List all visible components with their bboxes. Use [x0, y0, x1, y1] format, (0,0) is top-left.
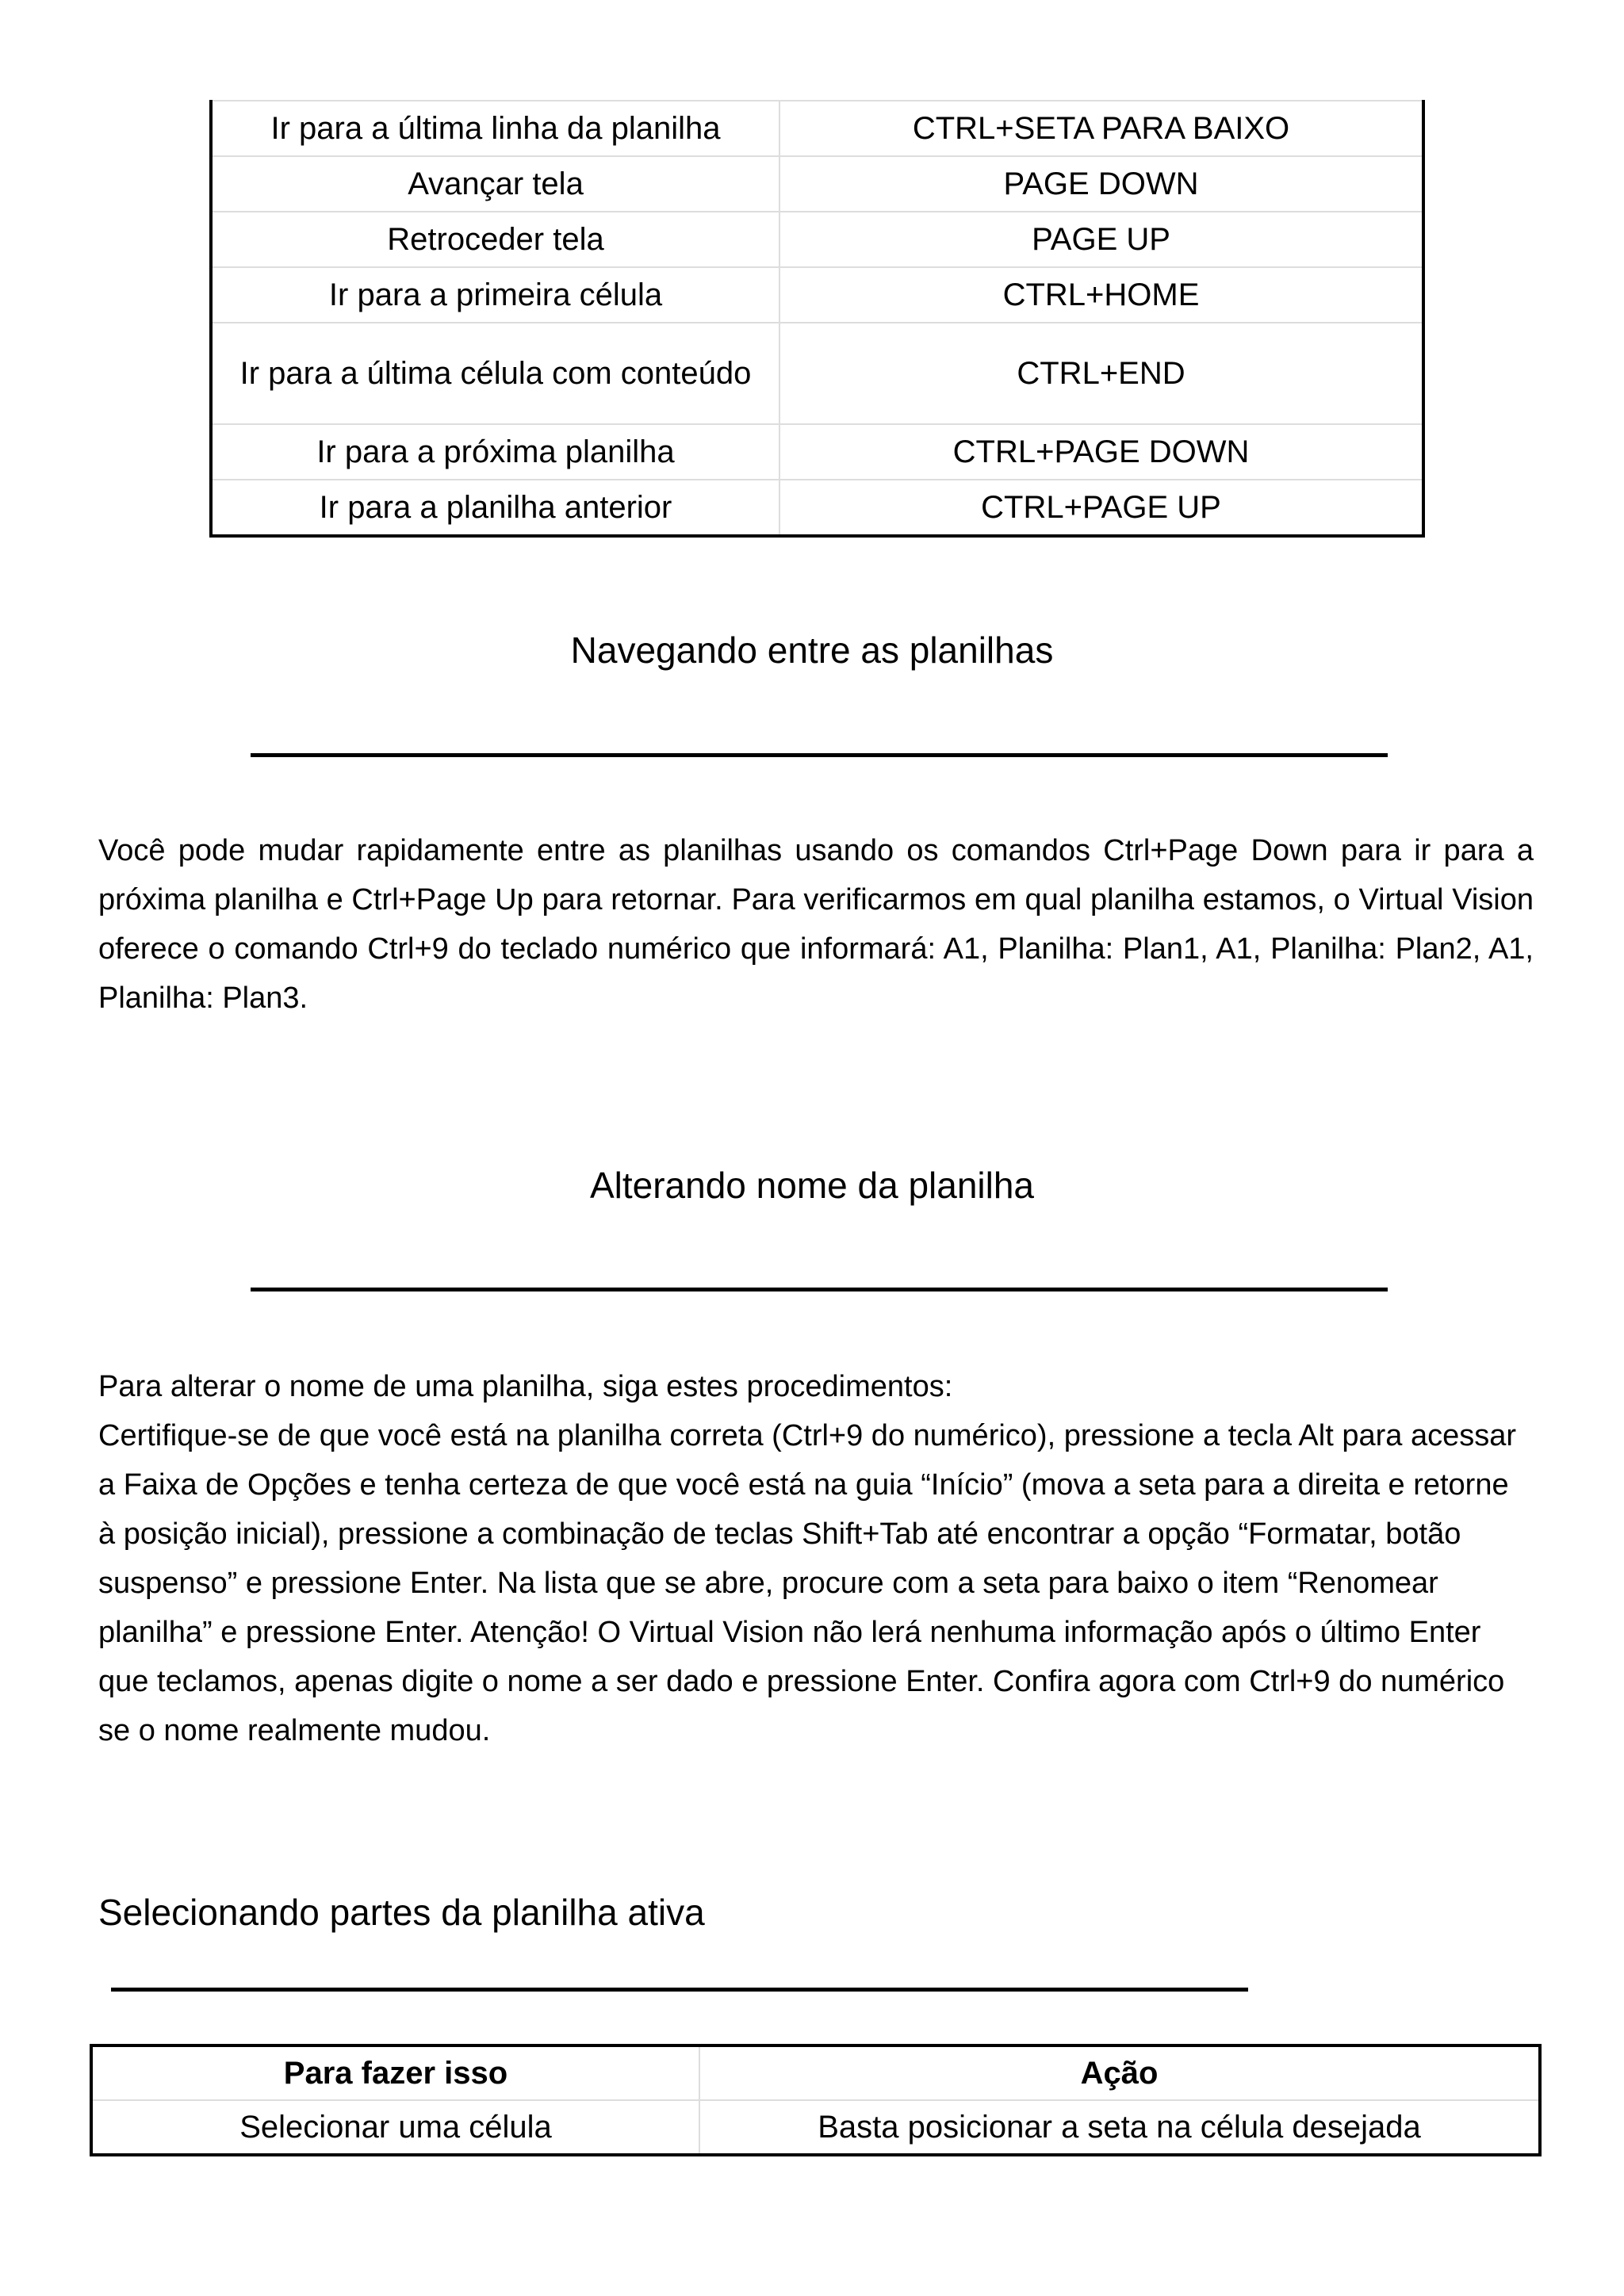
- table-row: [211, 101, 1423, 156]
- table-row: [211, 267, 1423, 323]
- keys-cell: CTRL+SETA PARA BAIXO: [779, 101, 1423, 156]
- task-cell: Ir para a planilha anterior: [211, 480, 779, 536]
- paragraph-intro: Para alterar o nome de uma planilha, siga estes procedimentos:: [98, 1370, 953, 1403]
- table-row: [211, 424, 1423, 480]
- table-row: [91, 2100, 1540, 2155]
- paragraph-navegando: Você pode mudar rapidamente entre as planilhas usando os comandos Ctrl+Page Down para ir para a próxima planilha e Ctrl+Page Up para retornar. Para verificarmos em qual planilha estamos, o Virtual Vision oferece o comando Ctrl+9 do teclado numérico que informará: A1, Planilha: Plan1, A1, Planilha: Plan2, A1, Planilha: Plan3.: [98, 834, 1534, 1015]
- task-cell: Selecionar uma célula: [91, 2100, 699, 2155]
- section-heading-alterando: Alterando nome da planilha: [589, 1165, 1035, 1206]
- column-header: Ação: [699, 2045, 1540, 2100]
- table-header-row: [91, 2045, 1540, 2100]
- task-cell: Retroceder tela: [211, 212, 779, 267]
- table-row: [211, 156, 1423, 212]
- keys-cell: PAGE UP: [779, 212, 1423, 267]
- keys-cell: CTRL+END: [779, 323, 1423, 424]
- shortcut-table: [209, 100, 1425, 538]
- action-cell: Basta posicionar a seta na célula desejada: [699, 2100, 1540, 2155]
- table-row: [211, 480, 1423, 536]
- paragraph-body: Certifique-se de que você está na planilha correta (Ctrl+9 do numérico), pressione a tecla Alt para acessar a Faixa de Opções e tenha certeza de que você está na guia “Início” (mova a seta para a direita e retorne à posição inicial), pressione a combinação de teclas Shift+Tab até encontrar a opção “Formatar, botão suspenso” e pressione Enter. Na lista que se abre, procure com a seta para baixo o item “Renomear planilha” e pressione Enter. Atenção! O Virtual Vision não lerá nenhuma informação após o último Enter que teclamos, apenas digite o nome a ser dado e pressione Enter. Confira agora com Ctrl+9 do numérico se o nome realmente mudou.: [98, 1419, 1517, 1747]
- task-cell: Ir para a primeira célula: [211, 267, 779, 323]
- table-row: [211, 323, 1423, 424]
- section-heading-selecionando: Selecionando partes da planilha ativa: [98, 1892, 705, 1933]
- section-heading-navegando: Navegando entre as planilhas: [570, 629, 1054, 671]
- table-row: [211, 212, 1423, 267]
- keys-cell: CTRL+HOME: [779, 267, 1423, 323]
- task-cell: Ir para a última célula com conteúdo: [211, 323, 779, 424]
- heading-rule: [251, 1288, 1388, 1292]
- task-cell: Ir para a última linha da planilha: [211, 101, 779, 156]
- heading-rule: [111, 1988, 1248, 1992]
- heading-rule: [251, 753, 1388, 757]
- action-table: [90, 2044, 1542, 2156]
- keys-cell: CTRL+PAGE DOWN: [779, 424, 1423, 480]
- task-cell: Avançar tela: [211, 156, 779, 212]
- column-header: Para fazer isso: [91, 2045, 699, 2100]
- paragraph-alterando: [98, 1362, 1534, 1755]
- keys-cell: CTRL+PAGE UP: [779, 480, 1423, 536]
- task-cell: Ir para a próxima planilha: [211, 424, 779, 480]
- keys-cell: PAGE DOWN: [779, 156, 1423, 212]
